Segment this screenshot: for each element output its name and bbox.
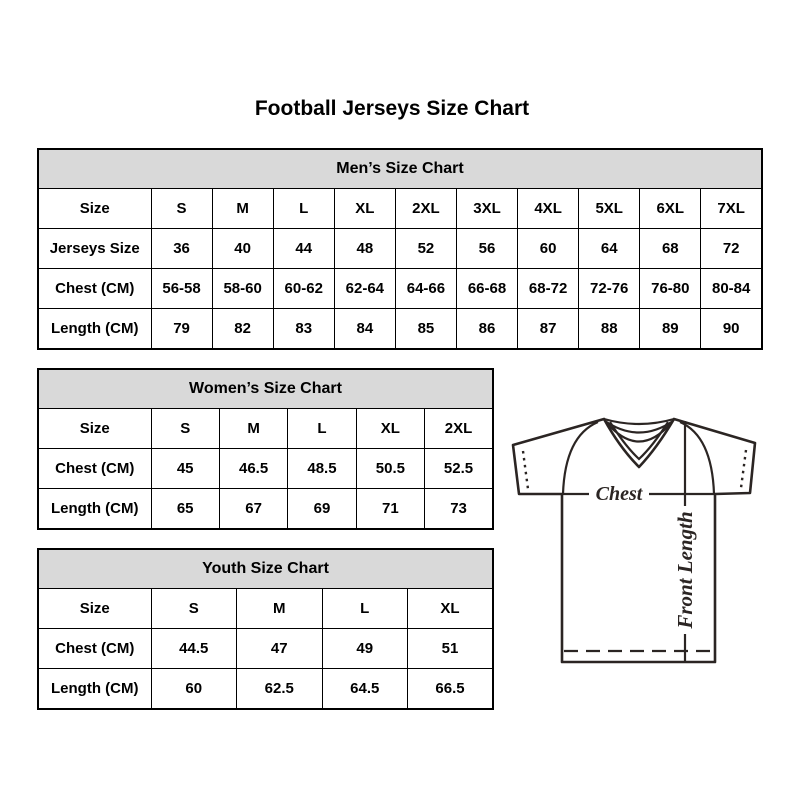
row-label-cell: Chest (CM)	[38, 629, 151, 669]
value-cell: 88	[579, 309, 640, 350]
value-cell: 90	[701, 309, 762, 350]
value-cell: 86	[456, 309, 517, 350]
value-cell: L	[322, 589, 408, 629]
value-cell: 49	[322, 629, 408, 669]
value-cell: 48.5	[288, 449, 356, 489]
value-cell: 44	[273, 229, 334, 269]
value-cell: 56	[456, 229, 517, 269]
value-cell: M	[212, 189, 273, 229]
value-cell: 79	[151, 309, 212, 350]
row-label-cell: Length (CM)	[38, 309, 151, 350]
table-row	[38, 489, 493, 530]
value-cell: 64	[579, 229, 640, 269]
womens-size-table	[37, 368, 494, 530]
row-label-cell: Chest (CM)	[38, 269, 151, 309]
value-cell: 73	[425, 489, 493, 530]
chest-measure-label: Chest	[595, 483, 643, 505]
row-label-cell: Length (CM)	[38, 489, 151, 530]
table-row	[38, 309, 762, 350]
row-label-cell: Size	[38, 189, 151, 229]
row-label-cell: Size	[38, 409, 151, 449]
value-cell: 65	[151, 489, 219, 530]
value-cell: 2XL	[425, 409, 493, 449]
value-cell: 85	[395, 309, 456, 350]
value-cell: 64.5	[322, 669, 408, 710]
value-cell: 71	[356, 489, 424, 530]
table-row	[38, 629, 493, 669]
table-title: Men’s Size Chart	[38, 149, 762, 189]
value-cell: 62-64	[334, 269, 395, 309]
value-cell: 56-58	[151, 269, 212, 309]
value-cell: 76-80	[640, 269, 701, 309]
value-cell: 62.5	[237, 669, 323, 710]
value-cell: 60	[518, 229, 579, 269]
table-row	[38, 229, 762, 269]
collar-back-arc	[604, 419, 674, 424]
value-cell: 68-72	[518, 269, 579, 309]
jersey-measurement-diagram	[503, 398, 775, 674]
table-header-row	[38, 149, 762, 189]
row-label-cell: Chest (CM)	[38, 449, 151, 489]
value-cell: 60	[151, 669, 237, 710]
value-cell: M	[237, 589, 323, 629]
value-cell: 45	[151, 449, 219, 489]
front-length-measure-label: Front Length	[673, 511, 697, 629]
value-cell: 68	[640, 229, 701, 269]
value-cell: 89	[640, 309, 701, 350]
value-cell: 69	[288, 489, 356, 530]
value-cell: 2XL	[395, 189, 456, 229]
table-title: Youth Size Chart	[38, 549, 493, 589]
value-cell: 4XL	[518, 189, 579, 229]
value-cell: 44.5	[151, 629, 237, 669]
value-cell: 87	[518, 309, 579, 350]
value-cell: 47	[237, 629, 323, 669]
row-label-cell: Jerseys Size	[38, 229, 151, 269]
row-label-cell: Size	[38, 589, 151, 629]
value-cell: 46.5	[219, 449, 287, 489]
value-cell: 82	[212, 309, 273, 350]
value-cell: 60-62	[273, 269, 334, 309]
value-cell: 72-76	[579, 269, 640, 309]
value-cell: 58-60	[212, 269, 273, 309]
value-cell: 66-68	[456, 269, 517, 309]
value-cell: S	[151, 189, 212, 229]
value-cell: L	[273, 189, 334, 229]
value-cell: 64-66	[395, 269, 456, 309]
value-cell: 7XL	[701, 189, 762, 229]
value-cell: 36	[151, 229, 212, 269]
value-cell: 40	[212, 229, 273, 269]
value-cell: 72	[701, 229, 762, 269]
table-row	[38, 189, 762, 229]
table-row	[38, 589, 493, 629]
value-cell: 52.5	[425, 449, 493, 489]
value-cell: 84	[334, 309, 395, 350]
value-cell: L	[288, 409, 356, 449]
value-cell: 80-84	[701, 269, 762, 309]
table-row	[38, 269, 762, 309]
table-row	[38, 669, 493, 710]
value-cell: M	[219, 409, 287, 449]
value-cell: 48	[334, 229, 395, 269]
value-cell: 51	[408, 629, 494, 669]
value-cell: 50.5	[356, 449, 424, 489]
table-row	[38, 409, 493, 449]
value-cell: 66.5	[408, 669, 494, 710]
table-header-row	[38, 549, 493, 589]
value-cell: XL	[356, 409, 424, 449]
value-cell: 3XL	[456, 189, 517, 229]
row-label-cell: Length (CM)	[38, 669, 151, 710]
value-cell: XL	[408, 589, 494, 629]
value-cell: 67	[219, 489, 287, 530]
value-cell: S	[151, 589, 237, 629]
table-header-row	[38, 369, 493, 409]
value-cell: 6XL	[640, 189, 701, 229]
page-title: Football Jerseys Size Chart	[254, 97, 530, 120]
mens-size-table	[37, 148, 763, 350]
table-row	[38, 449, 493, 489]
value-cell: S	[151, 409, 219, 449]
table-title: Women’s Size Chart	[38, 369, 493, 409]
youth-size-table	[37, 548, 494, 710]
value-cell: 52	[395, 229, 456, 269]
value-cell: 5XL	[579, 189, 640, 229]
value-cell: XL	[334, 189, 395, 229]
value-cell: 83	[273, 309, 334, 350]
